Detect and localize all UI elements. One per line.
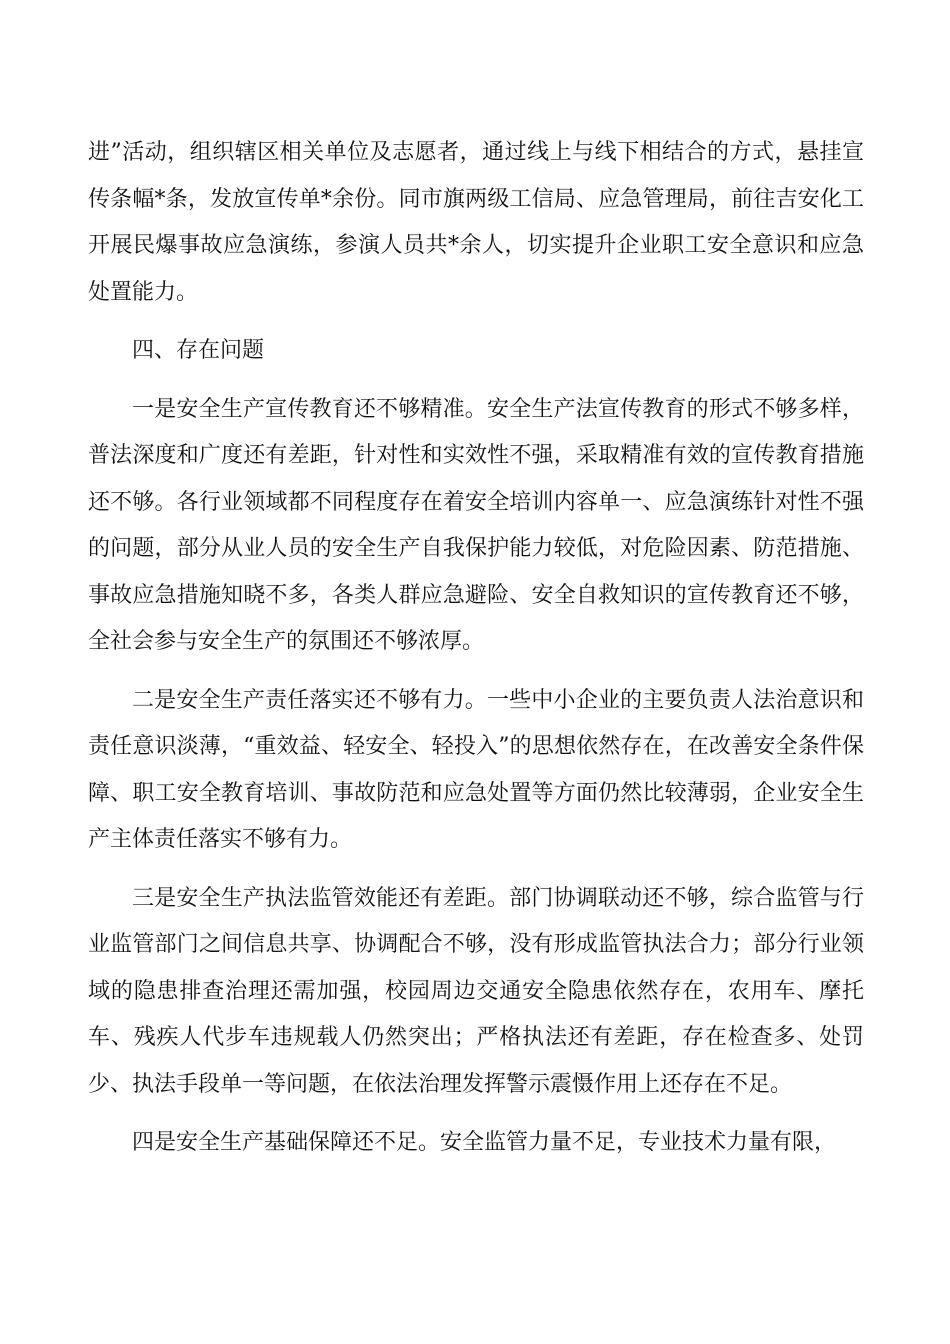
paragraph-problem-4: 四是安全生产基础保障还不足。安全监管力量不足，专业技术力量有限， [132,1130,837,1155]
section-heading: 四、存在问题 [132,338,265,363]
paragraph-continuation: 进”活动，组织辖区相关单位及志愿者，通过线上与线下相结合的方式，悬挂宣传条幅*条，发放宣传单*余份。同市旗两级工信局、应急管理局，前往吉安化工开展民爆事故应急演练，参演人员共*余人，切实提升企业职工安全意识和应急处置能力。 [88,140,864,305]
paragraph-problem-2: 二是安全生产责任落实还不够有力。一些中小企业的主要负责人法治意识和责任意识淡薄，“重效益、轻安全、轻投入”的思想依然存在，在改善安全条件保障、职工安全教育培训、事故防范和应急处置等方面仍然比较薄弱，企业安全生产主体责任落实不够有力。 [88,687,864,852]
paragraph-problem-3: 三是安全生产执法监管效能还有差距。部门协调联动还不够，综合监管与行业监管部门之间信息共享、协调配合不够，没有形成监管执法合力；部分行业领域的隐患排查治理还需加强，校园周边交通安全隐患依然存在，农用车、摩托车、残疾人代步车违规载人仍然突出；严格执法还有差距，存在检查多、处罚少、执法手段单一等问题，在依法治理发挥警示震慑作用上还存在不足。 [88,885,864,1097]
document-page [88,130,864,1179]
paragraph-problem-1: 一是安全生产宣传教育还不够精准。安全生产法宣传教育的形式不够多样，普法深度和广度还有差距，针对性和实效性不强，采取精准有效的宣传教育措施还不够。各行业领域都不同程度存在着安全培训内容单一、应急演练针对性不强的问题，部分从业人员的安全生产自我保护能力较低，对危险因素、防范措施、事故应急措施知晓不多，各类人群应急避险、安全自救知识的宣传教育还不够，全社会参与安全生产的氛围还不够浓厚。 [88,396,864,654]
